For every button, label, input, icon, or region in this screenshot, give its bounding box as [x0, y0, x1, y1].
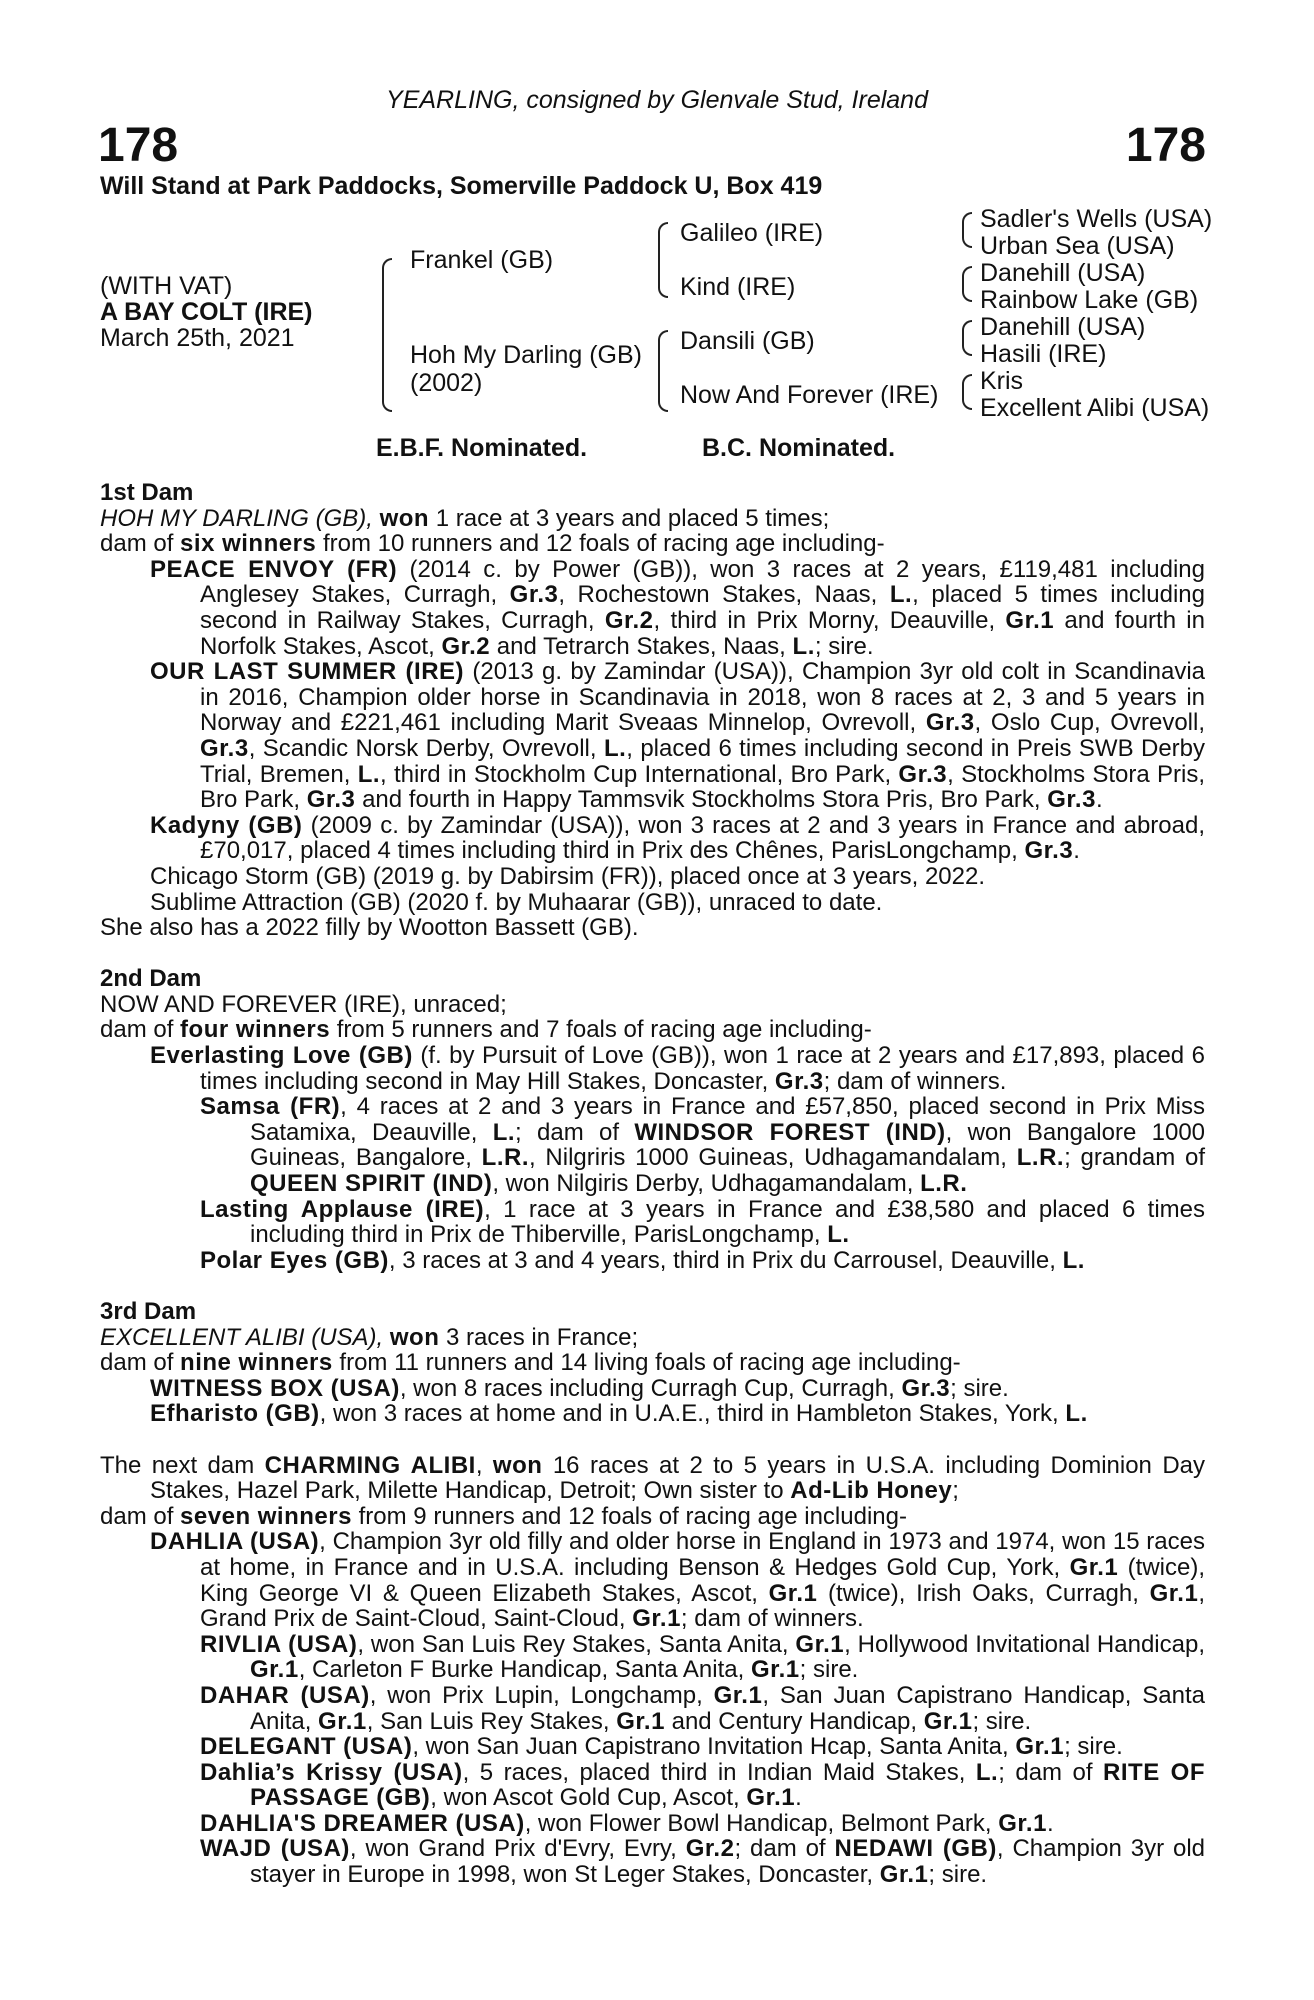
progeny-wajd: WAJD (USA), won Grand Prix d'Evry, Evry, Gr.2; dam of NEDAWI (GB), Champion 3yr old stayer in Europe in 1998, won St Leger Stakes, Doncaster, Gr.1; sire. [200, 1835, 1206, 1889]
catalogue-body [100, 480, 1205, 1888]
vat-note: (WITH VAT) [100, 272, 233, 300]
progeny-rivlia: RIVLIA (USA), won San Luis Rey Stakes, Santa Anita, Gr.1, Hollywood Invitational Handicap, Gr.1, Carleton F Burke Handicap, Santa Anita, Gr.1; sire. [200, 1630, 1205, 1684]
first-dam-line2: dam of six winners from 10 runners and 12 foals of racing age including- [100, 530, 885, 558]
first-dam-also: She also has a 2022 filly by Wootton Bassett (GB). [100, 914, 639, 942]
pedigree-sire-sire: Galileo (IRE) [680, 219, 824, 247]
first-dam-heading: 1st Dam [100, 479, 194, 506]
next-dam-line2: dam of seven winners from 9 runners and 12 foals of racing age including- [100, 1502, 907, 1530]
progeny-kadyny: Kadyny (GB) (2009 c. by Zamindar (USA)), won 3 races at 2 and 3 years in France and abroad, £70,017, placed 4 times including third in Prix des Chênes, ParisLongchamp, Gr.3. [150, 811, 1205, 865]
pedigree-g3-3: Danehill (USA) [980, 259, 1146, 287]
pedigree-dam-dam: Now And Forever (IRE) [680, 381, 939, 409]
stabling-line: Will Stand at Park Paddocks, Somerville Paddock U, Box 419 [100, 172, 823, 200]
pedigree-g3-2: Urban Sea (USA) [980, 232, 1175, 260]
progeny-samsa: Samsa (FR), 4 races at 2 and 3 years in France and £57,850, placed second in Prix Miss Satamixa, Deauville, L.; dam of WINDSOR FOREST (IND), won Bangalore 1000 Guineas, Bangalore, L.R., Nilgriris 1000 Guineas, Udhagamandalam, L.R.; grandam of QUEEN SPIRIT (IND), won Nilgiris Derby, Udhagamandalam, L.R. [200, 1093, 1206, 1198]
pedigree-dam-year: (2002) [410, 369, 483, 397]
progeny-efharisto: Efharisto (GB), won 3 races at home and in U.A.E., third in Hambleton Stakes, York, L. [150, 1400, 1088, 1428]
second-dam-line2: dam of four winners from 5 runners and 7 foals of racing age including- [100, 1016, 872, 1044]
progeny-everlasting-love: Everlasting Love (GB) (f. by Pursuit of Love (GB)), won 1 race at 2 years and £17,893, placed 6 times including second in May Hill Stakes, Doncaster, Gr.3; dam of winners. [150, 1042, 1205, 1095]
progeny-chicago-storm: Chicago Storm (GB) (2019 g. by Dabirsim (FR)), placed once at 3 years, 2022. [150, 862, 986, 890]
pedigree-g3-5: Danehill (USA) [980, 313, 1146, 341]
progeny-dahlia: DAHLIA (USA), Champion 3yr old filly and older horse in England in 1973 and 1974, won 15 races at home, in France and in U.S.A. including Benson & Hedges Gold Cup, York, Gr.1 (twice), King George VI & Queen Elizabeth Stakes, Ascot, Gr.1 (twice), Irish Oaks, Curragh, Gr.1, Grand Prix de Saint-Cloud, Saint-Cloud, Gr.1; dam of winners. [150, 1528, 1206, 1633]
progeny-delegant: DELEGANT (USA), won San Juan Capistrano Invitation Hcap, Santa Anita, Gr.1; sire. [200, 1733, 1123, 1761]
pedigree-dam: Hoh My Darling (GB) [410, 341, 642, 369]
pedigree-g3-1: Sadler's Wells (USA) [980, 205, 1213, 233]
pedigree-brace-g1 [962, 212, 972, 248]
pedigree-g3-7: Kris [980, 367, 1024, 395]
consignment-line: YEARLING, consigned by Glenvale Stud, Ireland [386, 86, 928, 114]
pedigree-g3-8: Excellent Alibi (USA) [980, 394, 1210, 422]
progeny-witness-box: WITNESS BOX (USA), won 8 races including Curragh Cup, Curragh, Gr.3; sire. [150, 1374, 1009, 1402]
progeny-dahlias-krissy: Dahlia’s Krissy (USA), 5 races, placed third in Indian Maid Stakes, L.; dam of RITE OF PASSAGE (GB), won Ascot Gold Cup, Ascot, Gr.1. [200, 1758, 1206, 1812]
progeny-dahlias-dreamer: DAHLIA'S DREAMER (USA), won Flower Bowl Handicap, Belmont Park, Gr.1. [200, 1809, 1054, 1837]
pedigree-sire: Frankel (GB) [410, 246, 554, 274]
second-dam-heading: 2nd Dam [100, 965, 202, 993]
progeny-lasting-applause: Lasting Applause (IRE), 1 race at 3 years in France and £38,580 and placed 6 times including third in Prix de Thiberville, ParisLongchamp, L. [200, 1195, 1206, 1249]
third-dam-line2: dam of nine winners from 11 runners and 14 living foals of racing age including- [100, 1349, 961, 1377]
pedigree-sire-dam: Kind (IRE) [680, 273, 796, 301]
pedigree-brace-dam [658, 330, 668, 412]
pedigree-brace-g2 [962, 266, 972, 302]
second-dam-line1: NOW AND FOREVER (IRE), unraced; [100, 990, 507, 1018]
pedigree-brace-g3 [962, 320, 972, 356]
third-dam-line1: EXCELLENT ALIBI (USA), won 3 races in France; [100, 1323, 639, 1351]
lot-number-right: 178 [1125, 119, 1206, 172]
first-dam-line1: HOH MY DARLING (GB), won 1 race at 3 years and placed 5 times; [100, 504, 830, 532]
lot-name: A BAY COLT (IRE) [100, 298, 313, 326]
progeny-our-last-summer: OUR LAST SUMMER (IRE) (2013 g. by Zamindar (USA)), Champion 3yr old colt in Scandinavia in 2016, Champion older horse in Scandinavia in 2018, won 8 races at 2, 3 and 5 years in Norway and £221,461 including Marit Sveaas Minnelop, Ovrevoll, Gr.3, Oslo Cup, Ovrevoll, Gr.3, Scandic Norsk Derby, Ovrevoll, L., placed 6 times including second in Preis SWB Derby Trial, Bremen, L., third in Stockholm Cup International, Bro Park, Gr.3, Stockholms Stora Pris, Bro Park, Gr.3 and fourth in Happy Tammsvik Stockholms Stora Pris, Bro Park, Gr.3. [150, 658, 1206, 814]
pedigree-brace-sire [658, 222, 668, 298]
progeny-peace-envoy: PEACE ENVOY (FR) (2014 c. by Power (GB)), won 3 races at 2 years, £119,481 including Anglesey Stakes, Curragh, Gr.3, Rochestown Stakes, Naas, L., placed 5 times including second in Railway Stakes, Curragh, Gr.2, third in Prix Morny, Deauville, Gr.1 and fourth in Norfolk Stakes, Ascot, Gr.2 and Tetrarch Stakes, Naas, L.; sire. [150, 555, 1205, 660]
pedigree-brace-g4 [962, 374, 972, 410]
next-dam-line1: The next dam CHARMING ALIBI, won 16 races at 2 to 5 years in U.S.A. including Dominion Day Stakes, Hazel Park, Milette Handicap, Detroit; Own sister to Ad-Lib Honey; [100, 1451, 1205, 1505]
bc-nomination: B.C. Nominated. [702, 434, 896, 462]
pedigree-dam-sire: Dansili (GB) [680, 327, 815, 355]
ebf-nomination: E.B.F. Nominated. [376, 434, 588, 462]
progeny-sublime-attraction: Sublime Attraction (GB) (2020 f. by Muhaarar (GB)), unraced to date. [150, 888, 883, 916]
progeny-dahar: DAHAR (USA), won Prix Lupin, Longchamp, Gr.1, San Juan Capistrano Handicap, Santa Anita, Gr.1, San Luis Rey Stakes, Gr.1 and Century Handicap, Gr.1; sire. [200, 1681, 1205, 1735]
progeny-polar-eyes: Polar Eyes (GB), 3 races at 3 and 4 years, third in Prix du Carrousel, Deauville, L. [200, 1246, 1085, 1274]
third-dam-heading: 3rd Dam [100, 1298, 197, 1325]
pedigree-g3-4: Rainbow Lake (GB) [980, 286, 1199, 314]
pedigree-g3-6: Hasili (IRE) [980, 340, 1107, 368]
lot-number-left: 178 [98, 119, 179, 172]
pedigree-brace-main [382, 258, 392, 412]
foaling-date: March 25th, 2021 [100, 324, 295, 352]
